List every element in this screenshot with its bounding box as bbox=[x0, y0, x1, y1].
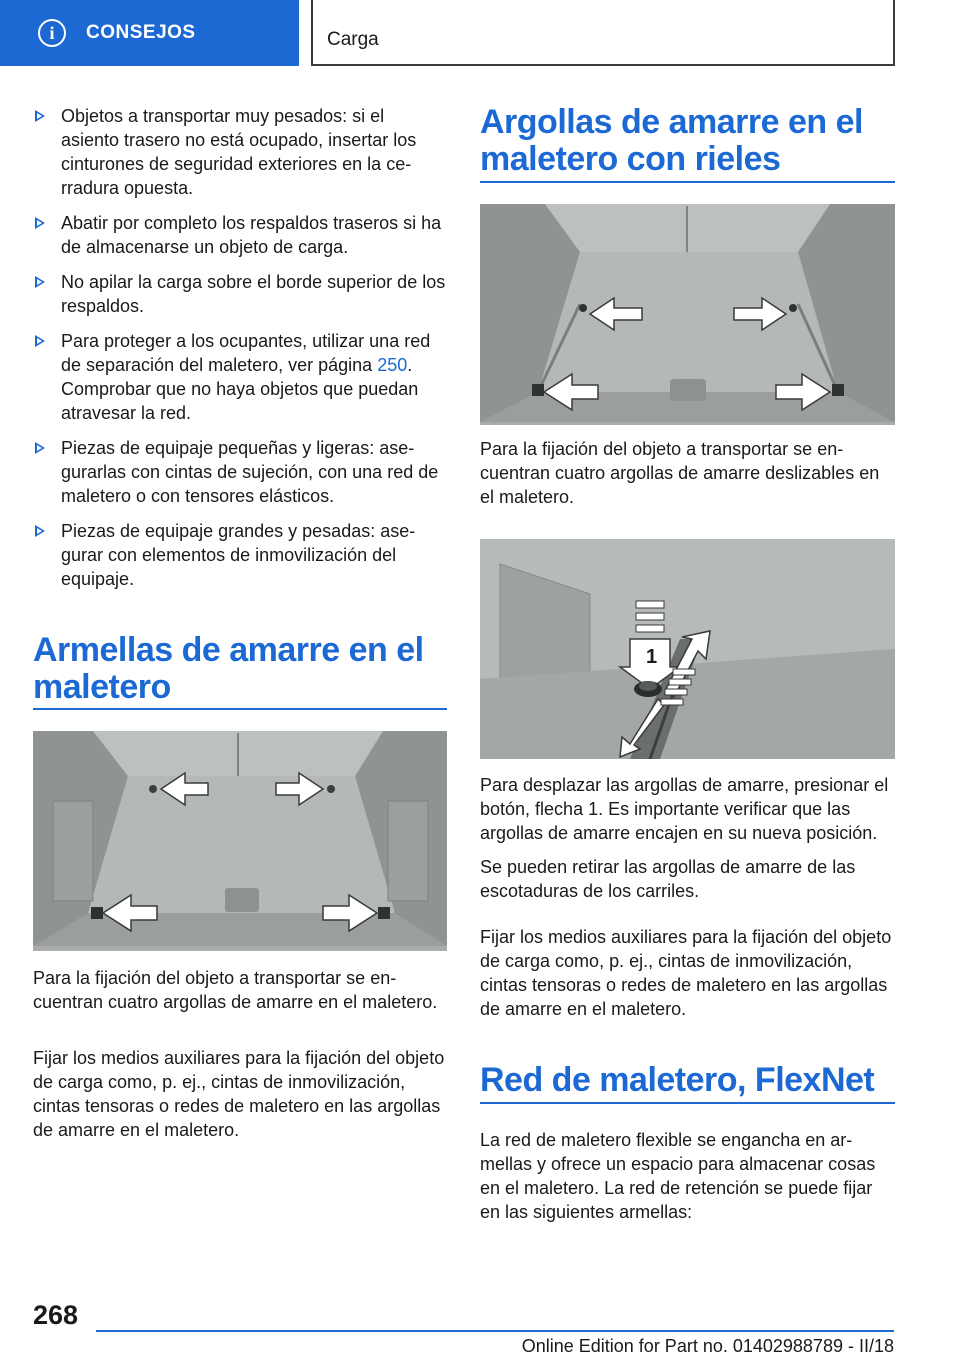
bullet-triangle-icon bbox=[35, 217, 45, 229]
heading-rule bbox=[480, 181, 895, 183]
heading-rule bbox=[480, 1102, 895, 1104]
header-tab-label: CONSEJOS bbox=[86, 22, 196, 43]
list-item: Abatir por completo los respaldos traseros si ha de almacenarse un objeto de carga. bbox=[33, 211, 447, 259]
trunk-rails-figure bbox=[480, 204, 895, 425]
paragraph: Fijar los medios auxiliares para la fijación del objeto de carga como, p. ej., cintas de inmovilización, cintas tensoras o redes de maletero en las argollas de amarre en el maletero. bbox=[480, 927, 892, 1019]
info-icon: i bbox=[38, 19, 66, 47]
page-reference-link[interactable]: 250 bbox=[377, 355, 408, 375]
section-title: Carga bbox=[327, 29, 379, 50]
list-item: Piezas de equipaje pequeñas y ligeras: asegurarlas con cintas de sujeción, con una red de maletero o con tensores elásticos. bbox=[33, 436, 447, 508]
list-item: No apilar la carga sobre el borde superior de los respaldos. bbox=[33, 270, 447, 318]
list-item: Objetos a transportar muy pesados: si el asiento trasero no está ocupado, insertar los cinturones de seguridad exteriores en la cerradura opuesta. bbox=[33, 104, 447, 200]
header-section-box bbox=[311, 0, 895, 66]
footer-rule bbox=[96, 1330, 894, 1332]
paragraph: Fijar los medios auxiliares para la fijación del objeto de carga como, p. ej., cintas de inmovilización, cintas tensoras o redes de maletero en las argollas de amarre en el maletero. bbox=[33, 1048, 445, 1140]
paragraph: Para la fijación del objeto a transportar se encuentran cuatro argollas de amarre deslizables en el maletero. bbox=[480, 439, 880, 507]
heading-armellas: Armellas de amarre en el maletero bbox=[33, 631, 424, 706]
figure-callout-number: 1 bbox=[646, 646, 658, 668]
header-tab bbox=[0, 0, 299, 66]
list-item: Para proteger a los ocupantes, utilizar una red de separación del maletero, ver página 250. Comprobar que no haya objetos que puedan atravesar la red. bbox=[33, 329, 447, 425]
footer-edition: Online Edition for Part no. 01402988789 - II/18 bbox=[521, 1336, 894, 1356]
bullet-triangle-icon bbox=[35, 276, 45, 288]
bullet-triangle-icon bbox=[35, 335, 45, 347]
bullet-triangle-icon bbox=[35, 442, 45, 454]
paragraph: La red de maletero flexible se engancha en armellas y ofrece un espacio para almacenar cosas en el maletero. La red de retención se puede fijar en las siguientes armellas: bbox=[480, 1130, 876, 1222]
sliding-eye-detail-figure bbox=[480, 539, 895, 759]
paragraph: Para la fijación del objeto a transportar se encuentran cuatro argollas de amarre en el maletero. bbox=[33, 968, 438, 1012]
list-item: Piezas de equipaje grandes y pesadas: asegurar con elementos de inmovilización del equipaje. bbox=[33, 519, 447, 591]
paragraph: Se pueden retirar las argollas de amarre de las escotaduras de los carriles. bbox=[480, 857, 856, 901]
heading-rule bbox=[33, 708, 447, 710]
bullet-triangle-icon bbox=[35, 110, 45, 122]
paragraph: Para desplazar las argollas de amarre, presionar el botón, flecha 1. Es importante verificar que las argollas de amarre encajen en su nueva posición. bbox=[480, 775, 889, 843]
bullet-triangle-icon bbox=[35, 525, 45, 537]
trunk-lashing-eyes-figure bbox=[33, 731, 447, 951]
heading-argollas: Argollas de amarre en el maletero con rieles bbox=[480, 103, 863, 178]
tips-list bbox=[33, 104, 447, 602]
page-number: 268 bbox=[33, 1300, 79, 1330]
heading-flexnet: Red de maletero, FlexNet bbox=[480, 1061, 875, 1099]
